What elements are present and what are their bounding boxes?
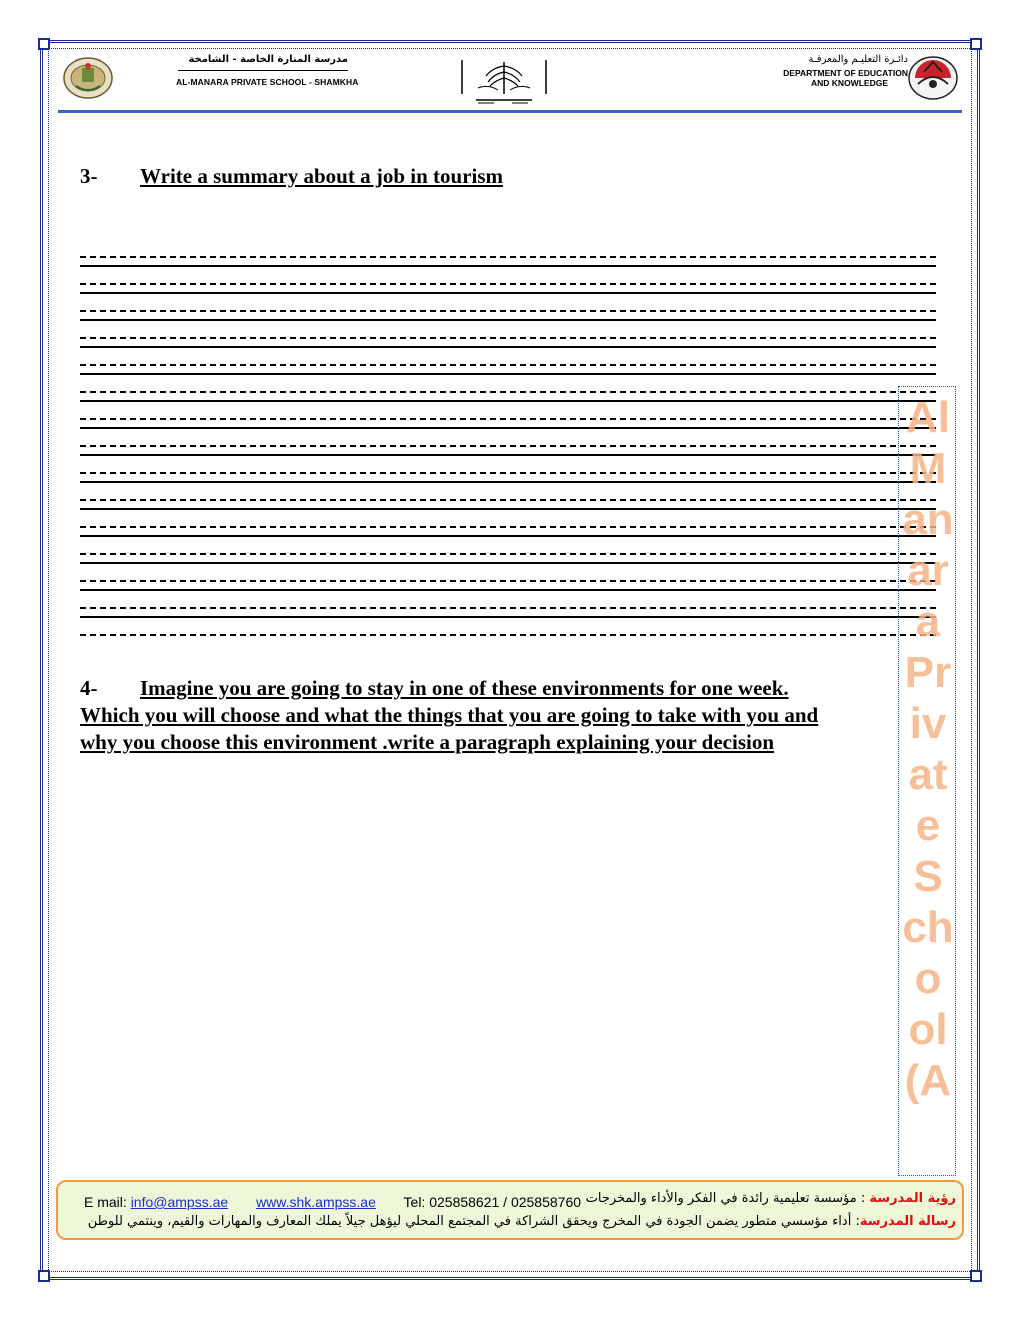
question-3-heading: [80, 164, 503, 189]
answer-line[interactable]: [80, 549, 936, 576]
school-name-english: AL-MANARA PRIVATE SCHOOL - SHAMKHA: [176, 77, 359, 87]
website-link[interactable]: www.shk.ampss.ae: [256, 1194, 376, 1210]
border-corner: [970, 38, 982, 50]
email-link[interactable]: info@ampss.ae: [130, 1194, 229, 1210]
question-number: 4-: [80, 676, 98, 700]
question-4-line-3: why you choose this environment .write a paragraph explaining your decision: [80, 730, 775, 754]
answer-line[interactable]: [80, 360, 936, 387]
answer-line[interactable]: [80, 630, 936, 657]
answer-line[interactable]: [80, 522, 936, 549]
answer-lines: [80, 252, 936, 657]
department-name-english-line2: AND KNOWLEDGE: [811, 78, 888, 88]
answer-line[interactable]: [80, 306, 936, 333]
school-watermark: Al Manara Private School (A: [902, 393, 954, 1105]
question-text: Write a summary about a job in tourism: [140, 164, 504, 188]
border-corner: [970, 1270, 982, 1282]
answer-line[interactable]: [80, 576, 936, 603]
page-border-inner: [48, 48, 972, 1272]
footer-contact: [84, 1194, 581, 1210]
answer-line[interactable]: [80, 495, 936, 522]
answer-line[interactable]: [80, 387, 936, 414]
question-4-line-2: Which you will choose and what the things that you are going to take with you and: [80, 703, 819, 727]
email-label: E mail:: [84, 1194, 127, 1210]
question-number: 3-: [80, 164, 98, 188]
mission-text: : أداء مؤسسي متطور يضمن الجودة في المخرج ويحقق الشراكة في المجتمع المحلي ليؤهل جيلاً يملك المعارف والمهارات والقيم، وينتمي للوطن: [87, 1214, 860, 1229]
answer-line[interactable]: [80, 414, 936, 441]
answer-line[interactable]: [80, 279, 936, 306]
answer-line[interactable]: [80, 252, 936, 279]
telephone: Tel: 025858621 / 025858760: [403, 1194, 582, 1210]
border-corner: [38, 1270, 50, 1282]
mission-label: رسالة المدرسة: [859, 1214, 956, 1229]
letterhead: [58, 50, 962, 114]
answer-line[interactable]: [80, 333, 936, 360]
department-logo-icon: [906, 54, 960, 102]
footer-box: [56, 1180, 964, 1240]
question-text: Imagine you are going to stay in one of these environments for one week.: [140, 676, 789, 700]
school-name-rule: [178, 70, 348, 71]
vision-label: رؤية المدرسة: [869, 1191, 956, 1206]
border-corner: [38, 38, 50, 50]
question-4-line-1: [80, 675, 818, 702]
school-mission: [88, 1214, 956, 1229]
emblem-icon: [458, 54, 550, 106]
department-name-arabic: دائـرة التعليـم والمعرفـة: [808, 54, 908, 65]
answer-line[interactable]: [80, 441, 936, 468]
vision-text: : مؤسسة تعليمية رائدة في الفكر والأداء والمخرجات: [585, 1191, 866, 1206]
school-name-arabic: مدرسة المنارة الخاصة - الشامخة: [188, 54, 348, 65]
header-divider: [58, 110, 962, 113]
answer-line[interactable]: [80, 468, 936, 495]
school-logo-icon: [62, 56, 114, 100]
question-4-heading: [80, 675, 818, 756]
department-name-english: DEPARTMENT OF EDUCATION: [783, 68, 908, 78]
school-vision: [586, 1191, 956, 1206]
answer-line[interactable]: [80, 603, 936, 630]
